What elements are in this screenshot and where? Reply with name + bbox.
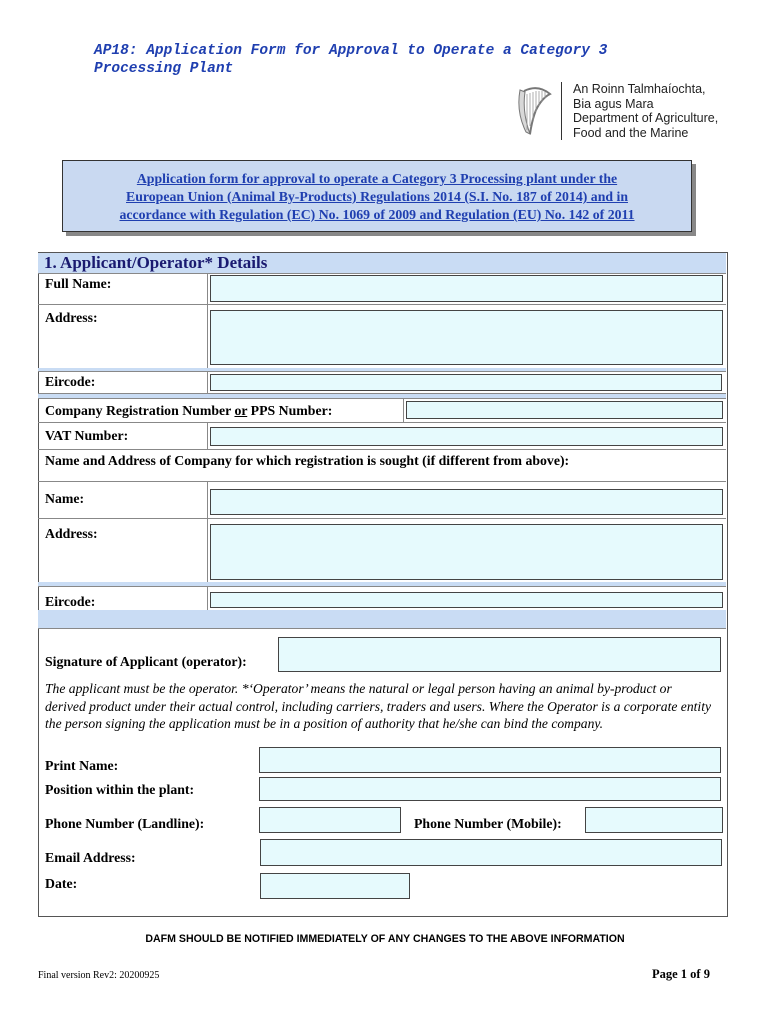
company-address-field[interactable]	[210, 524, 723, 580]
row-divider	[38, 628, 726, 629]
vat-label: VAT Number:	[45, 428, 129, 443]
phone-landline-field[interactable]	[259, 807, 401, 833]
column-divider	[207, 481, 208, 518]
row-divider	[38, 398, 726, 399]
company-reg-suffix: PPS Number:	[247, 403, 333, 418]
vat-field[interactable]	[210, 427, 723, 446]
row-divider	[38, 586, 726, 587]
form-title-line2: Processing Plant	[94, 61, 234, 77]
company-name-field[interactable]	[210, 489, 723, 515]
page-number: Page 1 of 9	[652, 967, 710, 981]
banner-line2: European Union (Animal By-Products) Regulations 2014 (S.I. No. 187 of 2014) and in	[126, 189, 628, 204]
column-divider	[207, 273, 208, 304]
row-divider	[38, 449, 726, 450]
email-field[interactable]	[260, 839, 722, 866]
date-label: Date:	[45, 876, 78, 891]
signature-label: Signature of Applicant (operator):	[45, 654, 247, 669]
department-name	[573, 82, 718, 140]
signature-field[interactable]	[278, 637, 721, 672]
logo-divider	[561, 82, 562, 140]
dept-irish-line2: Bia agus Mara	[573, 96, 654, 111]
position-field[interactable]	[259, 777, 721, 801]
address-field[interactable]	[210, 310, 723, 365]
form-title	[94, 42, 654, 78]
change-notice: DAFM SHOULD BE NOTIFIED IMMEDIATELY OF ANY CHANGES TO THE ABOVE INFORMATION	[145, 933, 625, 945]
company-reg-prefix: Company Registration Number	[45, 403, 235, 418]
company-eircode-field[interactable]	[210, 592, 723, 608]
phone-landline-label: Phone Number (Landline):	[45, 816, 205, 831]
section-title: 1. Applicant/Operator* Details	[44, 253, 268, 272]
row-divider	[38, 304, 726, 305]
company-eircode-label: Eircode:	[45, 594, 96, 609]
print-name-label: Print Name:	[45, 758, 119, 773]
print-name-field[interactable]	[259, 747, 721, 773]
row-divider	[38, 481, 726, 482]
eircode-label: Eircode:	[45, 374, 96, 389]
full-name-field[interactable]	[210, 275, 723, 302]
column-divider	[207, 586, 208, 610]
column-divider	[207, 371, 208, 393]
row-divider	[38, 422, 726, 423]
company-address-label: Address:	[45, 526, 98, 541]
dept-english-line2: Food and the Marine	[573, 125, 689, 140]
eircode-field[interactable]	[210, 374, 722, 391]
company-reg-label	[45, 403, 332, 419]
company-reg-or: or	[234, 403, 248, 418]
date-field[interactable]	[260, 873, 410, 899]
full-name-label: Full Name:	[45, 276, 112, 291]
operator-note: The applicant must be the operator. *‘Operator’ means the natural or legal person having an animal by-product or derived product under their actual control, including carriers, traders and users. Where the Operator is a corporate entity the person signing the application must be in a position of authority that he/she can bind the company.	[45, 681, 712, 731]
banner-line3: accordance with Regulation (EC) No. 1069 of 2009 and Regulation (EU) No. 142 of 2011	[119, 207, 635, 222]
dept-irish-line1: An Roinn Talmhaíochta,	[573, 82, 706, 96]
row-divider	[38, 371, 726, 372]
dept-english-line1: Department of Agriculture,	[573, 111, 719, 125]
company-heading: Name and Address of Company for which registration is sought (if different from above):	[45, 453, 570, 468]
phone-mobile-field[interactable]	[585, 807, 723, 833]
phone-mobile-label: Phone Number (Mobile):	[414, 816, 562, 831]
column-divider	[207, 304, 208, 368]
column-divider	[207, 422, 208, 449]
row-divider	[38, 518, 726, 519]
email-label: Email Address:	[45, 850, 136, 865]
banner-line1: Application form for approval to operate a Category 3 Processing plant under the	[136, 171, 618, 186]
row-band	[38, 610, 726, 628]
column-divider	[207, 518, 208, 582]
address-label: Address:	[45, 310, 98, 325]
regulation-banner	[62, 160, 692, 232]
form-title-line1: AP18: Application Form for Approval to Operate a Category 3	[94, 43, 608, 59]
harp-icon	[512, 84, 556, 138]
version-label: Final version Rev2: 20200925	[38, 970, 160, 981]
position-label: Position within the plant:	[45, 782, 195, 797]
company-reg-field[interactable]	[406, 401, 723, 419]
column-divider	[403, 398, 404, 422]
company-name-label: Name:	[45, 491, 85, 506]
row-divider	[38, 273, 726, 274]
